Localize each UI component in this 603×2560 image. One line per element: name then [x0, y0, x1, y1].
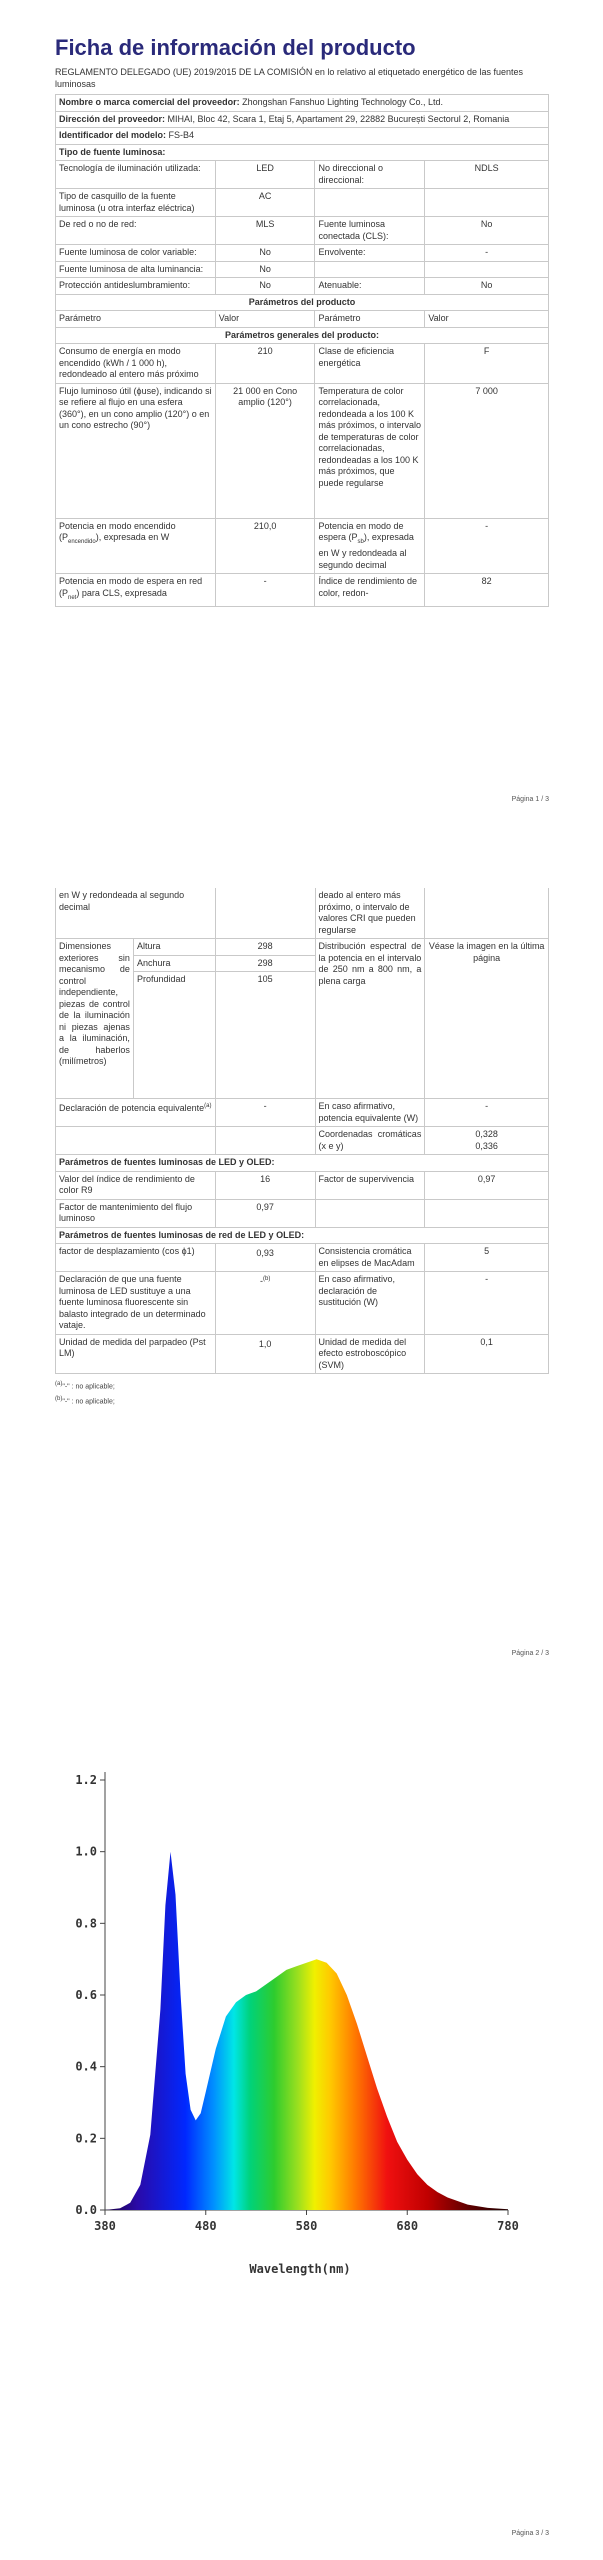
type-label: Tipo de casquillo de la fuente luminosa (u otra interfaz eléctrica) [56, 189, 216, 217]
type-value: No [425, 217, 549, 245]
type-value: - [425, 245, 549, 262]
param-label: Potencia en modo de espera $(P_{sb})$, expresada en W y redondeada al segundo decimal [315, 518, 425, 574]
type-row [56, 261, 549, 278]
dim-name: Profundidad [133, 972, 215, 1099]
param-value: 7 000 [425, 383, 549, 518]
general-row [56, 383, 549, 518]
type-label: Fuente luminosa de color variable: [56, 245, 216, 262]
param-label: Valor del índice de rendimiento de color R9 [56, 1171, 216, 1199]
page-footer: Página 1 / 3 [511, 796, 549, 803]
param-value: - [215, 574, 315, 607]
model-value: FS-B4 [168, 130, 195, 140]
type-label: Tecnología de iluminación utilizada: [56, 161, 216, 189]
dims-label: Dimensiones exteriores sin mecanismo de control independiente, piezas de control de la iluminación ni piezas ajenas a la iluminación, de haberlos (milímetros) [56, 939, 134, 1099]
x-axis-label: Wavelength(nm) [249, 2262, 351, 2276]
page-1 [0, 0, 603, 820]
model-label: Identificador del modelo: [59, 130, 167, 140]
column-header-row [56, 311, 549, 328]
footnotes [55, 1378, 549, 1409]
y-tick-label: 0.2 [75, 2131, 97, 2146]
spectral-value: Véase la imagen en la última página [425, 939, 549, 1099]
y-tick-label: 1.0 [75, 1844, 97, 1859]
type-value: No [215, 245, 315, 262]
footnote-a: $^{(a)}$"-" : no aplicable; [55, 1381, 115, 1391]
param-label: Declaración de que una fuente luminosa de LED sustituye a una fuente luminosa fluorescente sin balasto integrado de un determinado vataje. [56, 1272, 216, 1335]
type-label: Atenuable: [315, 278, 425, 295]
param-value: F [425, 344, 549, 384]
x-tick-label: 380 [94, 2219, 116, 2233]
type-label [315, 261, 425, 278]
coords-label: Coordenadas cromáticas (x e y) [315, 1127, 425, 1155]
general-params-header [56, 327, 549, 344]
col-header-value: Valor [425, 311, 549, 328]
type-label [315, 189, 425, 217]
param-value: -$^{(b)}$ [215, 1272, 315, 1335]
y-tick-label: 0.6 [75, 1988, 97, 2002]
mains-title: Parámetros de fuentes luminosas de red de LED y OLED: [56, 1227, 549, 1244]
led-row [56, 1171, 549, 1199]
param-value: - [425, 1272, 549, 1335]
param-value: 21 000 en Cono amplio (120°) [215, 383, 315, 518]
equiv-label: Declaración de potencia equivalente$^{(a)}$ [56, 1099, 216, 1127]
dim-name: Anchura [133, 955, 215, 972]
type-row [56, 245, 549, 262]
param-label: factor de desplazamiento (cos ϕ1) [56, 1244, 216, 1272]
col-header-param: Parámetro [56, 311, 216, 328]
coords-row [56, 1127, 549, 1155]
type-label: No direccional o direccional: [315, 161, 425, 189]
general-row [56, 574, 549, 607]
type-label: Fuente luminosa conectada (CLS): [315, 217, 425, 245]
param-value: 82 [425, 574, 549, 607]
page-title: Ficha de información del producto [55, 35, 416, 60]
param-label: Potencia en modo encendido $(P_{encendido})$, expresada en W [56, 518, 216, 574]
source-type-header [56, 144, 549, 161]
mains-header [56, 1227, 549, 1244]
type-label: De red o no de red: [56, 217, 216, 245]
type-value: No [425, 278, 549, 295]
type-value: No [215, 261, 315, 278]
model-row [56, 128, 549, 145]
param-label: Unidad de medida del parpadeo (Pst LM) [56, 1334, 216, 1374]
param-label: Índice de rendimiento de color, redon- [315, 574, 425, 607]
source-type-label: Tipo de fuente luminosa: [56, 144, 549, 161]
equiv-value: - [215, 1099, 315, 1127]
param-label [315, 1199, 425, 1227]
supplier-value: Zhongshan Fanshuo Lighting Technology Co., Ltd. [242, 97, 444, 107]
param-label: Clase de eficiencia energética [315, 344, 425, 384]
param-value: 210,0 [215, 518, 315, 574]
param-value: 16 [215, 1171, 315, 1199]
param-label: Factor de mantenimiento del flujo luminoso [56, 1199, 216, 1227]
type-value: MLS [215, 217, 315, 245]
general-params-title: Parámetros generales del producto: [56, 327, 549, 344]
address-value: MIHAI, Bloc 42, Scara 1, Etaj 5, Apartament 29, 22882 București Sectorul 2, Romania [167, 113, 510, 124]
spectral-distribution-chart [0, 1720, 603, 2280]
x-tick-label: 680 [396, 2219, 419, 2233]
param-value: 0,97 [215, 1199, 315, 1227]
param-value [425, 1199, 549, 1227]
param-label: Consistencia cromática en elipses de MacAdam [315, 1244, 425, 1272]
general-row [56, 518, 549, 574]
type-row [56, 217, 549, 245]
type-value [425, 261, 549, 278]
mains-row [56, 1244, 549, 1272]
mains-row [56, 1272, 549, 1335]
param-label: En caso afirmativo, declaración de sustitución (W) [315, 1272, 425, 1335]
type-value: NDLS [425, 161, 549, 189]
equiv-row [56, 1099, 549, 1127]
param-label: Factor de supervivencia [315, 1171, 425, 1199]
page-footer: Página 3 / 3 [511, 2530, 549, 2537]
param-label: Unidad de medida del efecto estroboscópico (SVM) [315, 1334, 425, 1374]
continued-row [56, 888, 549, 939]
coord-y: 0,336 [475, 1140, 498, 1151]
product-info-table [55, 94, 549, 607]
y-tick-label: 0.0 [75, 2203, 97, 2217]
y-tick-label: 0.4 [75, 2059, 97, 2074]
product-params-title: Parámetros del producto [56, 294, 549, 311]
param-label: Potencia en modo de espera en red $(P_{net})$ para CLS, expresada [56, 574, 216, 607]
param-label: en W y redondeada al segundo decimal [56, 888, 216, 939]
regulation-text: REGLAMENTO DELEGADO (UE) 2019/2015 DE LA COMISIÓN en lo relativo al etiquetado energético de las fuentes luminosas [55, 67, 524, 89]
col-header-param: Parámetro [315, 311, 425, 328]
type-value: LED [215, 161, 315, 189]
type-value: AC [215, 189, 315, 217]
type-label: Envolvente: [315, 245, 425, 262]
supplier-label: Nombre o marca comercial del proveedor: [59, 97, 240, 107]
dim-value: 105 [215, 972, 315, 1099]
equiv-power-value: - [425, 1099, 549, 1127]
product-info-table-continued [55, 888, 549, 1374]
dim-value: 298 [215, 955, 315, 972]
led-oled-title: Parámetros de fuentes luminosas de LED y OLED: [56, 1155, 549, 1172]
param-value: 5 [425, 1244, 549, 1272]
type-label: Protección antideslumbramiento: [56, 278, 216, 295]
x-tick-label: 780 [497, 2219, 519, 2233]
sheet-page-1 [55, 0, 549, 607]
col-header-value: Valor [215, 311, 315, 328]
param-value: 1,0 [215, 1334, 315, 1374]
equiv-power-label: En caso afirmativo, potencia equivalente (W) [315, 1099, 425, 1127]
param-value: - [425, 518, 549, 574]
type-row [56, 189, 549, 217]
y-tick-label: 0.8 [75, 1916, 97, 1931]
page-2 [0, 880, 603, 1670]
general-row [56, 344, 549, 384]
led-oled-header [56, 1155, 549, 1172]
type-label: Fuente luminosa de alta luminancia: [56, 261, 216, 278]
address-label: Dirección del proveedor: [59, 113, 166, 124]
dims-row [56, 939, 549, 956]
supplier-row [56, 95, 549, 112]
type-value: No [215, 278, 315, 295]
x-tick-label: 580 [295, 2219, 318, 2233]
page-footer: Página 2 / 3 [511, 1650, 549, 1657]
y-tick-label: 1.2 [75, 1773, 97, 1787]
param-value: 0,97 [425, 1171, 549, 1199]
param-value: 0,93 [215, 1244, 315, 1272]
address-row [56, 111, 549, 128]
x-tick-label: 480 [194, 2219, 217, 2233]
coords-value [425, 1127, 549, 1155]
led-row [56, 1199, 549, 1227]
product-params-header [56, 294, 549, 311]
param-label: Temperatura de color correlacionada, redondeada a los 100 K más próximos, o intervalo de temperaturas de color correlacionadas, redondeadas a los 100 K más próximos, que puede regularse [315, 383, 425, 518]
sheet-page-2 [55, 888, 549, 1409]
param-label: Flujo luminoso útil (ϕuse), indicando si se refiere al flujo en una esfera (360°), en un cono amplio (120°) o en un cono estrecho (90°) [56, 383, 216, 518]
spectrum-area [105, 1852, 508, 2210]
page-3 [0, 1700, 603, 2560]
param-value: 210 [215, 344, 315, 384]
type-row [56, 161, 549, 189]
type-value [425, 189, 549, 217]
spectral-label: Distribución espectral de la potencia en el intervalo de 250 nm a 800 nm, a plena carga [315, 939, 425, 1099]
mains-row [56, 1334, 549, 1374]
dim-value: 298 [215, 939, 315, 956]
param-value: 0,1 [425, 1334, 549, 1374]
param-label: Consumo de energía en modo encendido (kWh / 1 000 h), redondeado al entero más próximo [56, 344, 216, 384]
footnote-b: $^{(b)}$"-" : no aplicable; [55, 1396, 115, 1406]
dim-name: Altura [133, 939, 215, 956]
type-row [56, 278, 549, 295]
coord-x: 0,328 [475, 1129, 498, 1139]
param-label: deado al entero más próximo, o intervalo de valores CRI que pueden regularse [315, 888, 425, 939]
